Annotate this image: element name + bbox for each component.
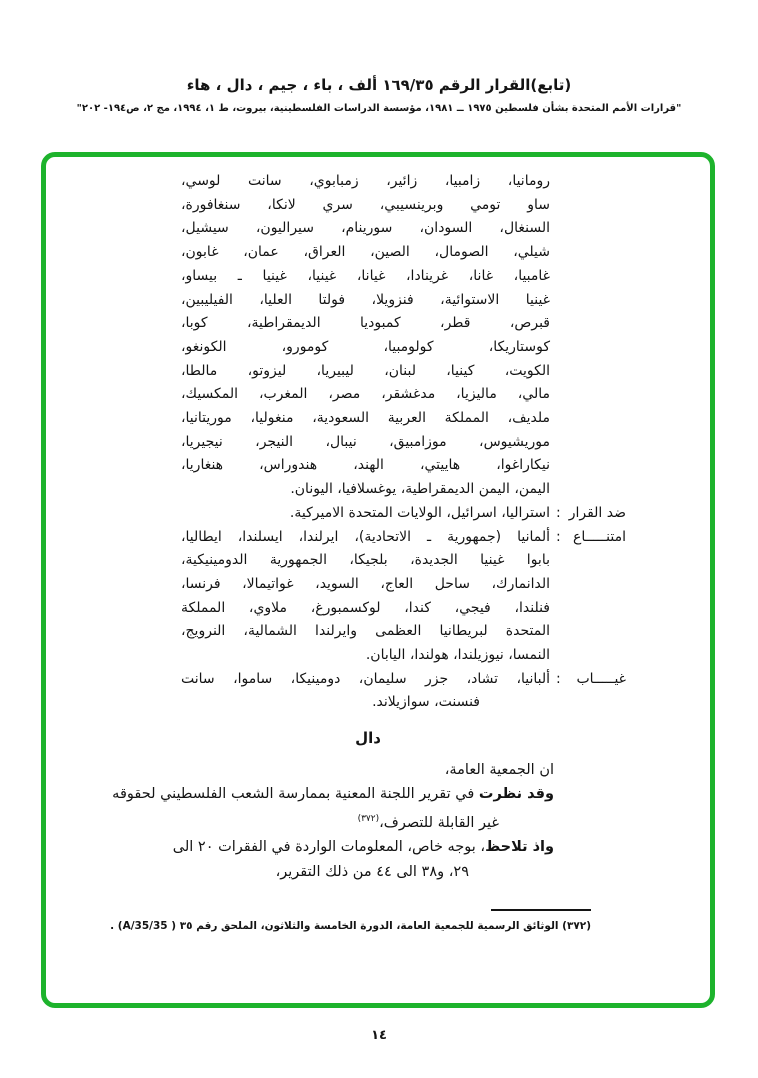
footnote-separator <box>491 909 591 911</box>
vote-line: المتحدة لبريطانيا العظمى وايرلندا الشمالية، النرويج، <box>181 623 550 640</box>
clause-rest: ، بوجه خاص، المعلومات الواردة في الفقرات ٢٠ الى <box>172 839 486 856</box>
resolution-line: ٢٩، و٣٨ الى ٤٤ من ذلك التقرير، <box>275 864 469 881</box>
clause-lead: وقد نظرت <box>478 786 554 803</box>
clause-lead: واذ تلاحظ <box>485 839 554 856</box>
vote-line: غامبيا، غانا، غرينادا، غيانا، غينيا، غينيا ـ بيساو، <box>181 267 550 284</box>
green-frame <box>41 152 715 1008</box>
vote-line: ساو تومي وبرينسيبي، سري لانكا، سنغافورة، <box>181 196 550 213</box>
vote-label-text: غيـــــاب <box>576 670 626 687</box>
vote-label-abstain <box>550 526 626 668</box>
resolution-line <box>82 807 499 835</box>
vote-line: رومانيا، زامبيا، زائير، زمبابوي، سانت لوسي، <box>181 173 550 189</box>
vote-line: قبرص، قطر، كمبوديا الديمقراطية، كوبا، <box>181 315 550 332</box>
vote-line: الكويت، كينيا، لبنان، ليبيريا، ليزوتو، مالطا، <box>181 362 550 379</box>
resolution-line <box>82 782 554 807</box>
vote-line: فنلندا، فيجي، كندا، لوكسمبورغ، ملاوي، المملكة <box>181 599 550 616</box>
in-favor-countries <box>82 170 550 502</box>
vote-label-against <box>550 502 626 526</box>
vote-line: فنسنت، سوازيلاند. <box>372 694 480 711</box>
clause-rest: في تقرير اللجنة المعنية بممارسة الشعب الفلسطيني لحقوقه <box>112 786 479 803</box>
vote-line: ألبانيا، تشاد، جزر سليمان، دومينيكا، ساموا، سانت <box>181 670 550 687</box>
vote-line: مالي، ماليزيا، مدغشقر، مصر، المغرب، المكسيك، <box>181 386 550 403</box>
voting-record <box>82 170 626 715</box>
against-countries <box>82 502 550 526</box>
vote-line: ألمانيا (جمهورية ـ الاتحادية)، ايرلندا، ايسلندا، ايطاليا، <box>181 528 550 545</box>
vote-line: ملديف، المملكة العربية السعودية، منغوليا، موريتانيا، <box>181 410 550 427</box>
vote-line: شيلي، الصومال، الصين، العراق، عمان، غابون، <box>181 244 550 261</box>
vote-label-colon: : <box>556 670 561 687</box>
vote-line: غينيا الاستوائية، فنزويلا، فولتا العليا، الفيليبين، <box>181 291 550 308</box>
page-header <box>0 76 758 114</box>
resolution-line <box>82 835 554 860</box>
vote-line: بابوا غينيا الجديدة، بلجيكا، الجمهورية الدومينيكية، <box>181 552 550 569</box>
vote-line: النمسا، نيوزيلندا، هولندا، اليابان. <box>365 647 550 664</box>
page-number: ١٤ <box>371 1028 387 1043</box>
vote-label-colon: : <box>556 504 561 521</box>
absent-countries <box>82 668 550 715</box>
resolution-text <box>82 758 554 885</box>
abstaining-countries <box>82 526 550 668</box>
section-heading-dal: دال <box>355 729 381 748</box>
footnote-reference: (٣٧٢) <box>357 814 380 825</box>
vote-line: اليمن، اليمن الديمقراطية، يوغسلافيا، اليونان. <box>290 481 550 498</box>
vote-label-text: امتنـــــاع <box>573 528 626 545</box>
vote-line: نيكاراغوا، هاييتي، الهند، هندوراس، هنغاريا، <box>181 457 550 474</box>
vote-line: السنغال، السودان، سورينام، سيراليون، سيشيل، <box>181 220 550 237</box>
vote-label-empty <box>550 170 626 502</box>
resolution-title: (تابع)القرار الرقم ١٦٩/٣٥ ألف ، باء ، جيم ، دال ، هاء <box>186 76 572 94</box>
vote-label-text: ضد القرار <box>568 504 626 521</box>
resolution-line: ان الجمعية العامة، <box>444 761 554 778</box>
vote-label-colon: : <box>556 528 561 545</box>
vote-line: الدانمارك، ساحل العاج، السويد، غواتيمالا، فرنسا، <box>181 575 550 592</box>
vote-label-absent <box>550 668 626 715</box>
vote-line: موريشيوس، موزامبيق، نيبال، النيجر، نيجيريا، <box>181 433 550 450</box>
source-citation: "قرارات الأمم المتحدة بشأن فلسطين ١٩٧٥ ــ ١٩٨١، مؤسسة الدراسات الفلسطينية، بيروت، ط ١، ١٩٩٤، مج ٢، ص١٩٤- ٢٠٢" <box>76 103 682 114</box>
footnote-text: (٣٧٢) الوثائق الرسمية للجمعية العامة، الدورة الخامسة والثلاثون، الملحق رقم ٣٥ ( A/35/35) . <box>110 919 591 932</box>
vote-line: استراليا، اسرائيل، الولايات المتحدة الاميركية. <box>289 504 550 521</box>
clause-rest: غير القابلة للتصرف، <box>379 814 499 831</box>
frame-content <box>46 157 710 938</box>
vote-line: كوستاريكا، كولومبيا، كومورو، الكونغو، <box>181 338 550 355</box>
